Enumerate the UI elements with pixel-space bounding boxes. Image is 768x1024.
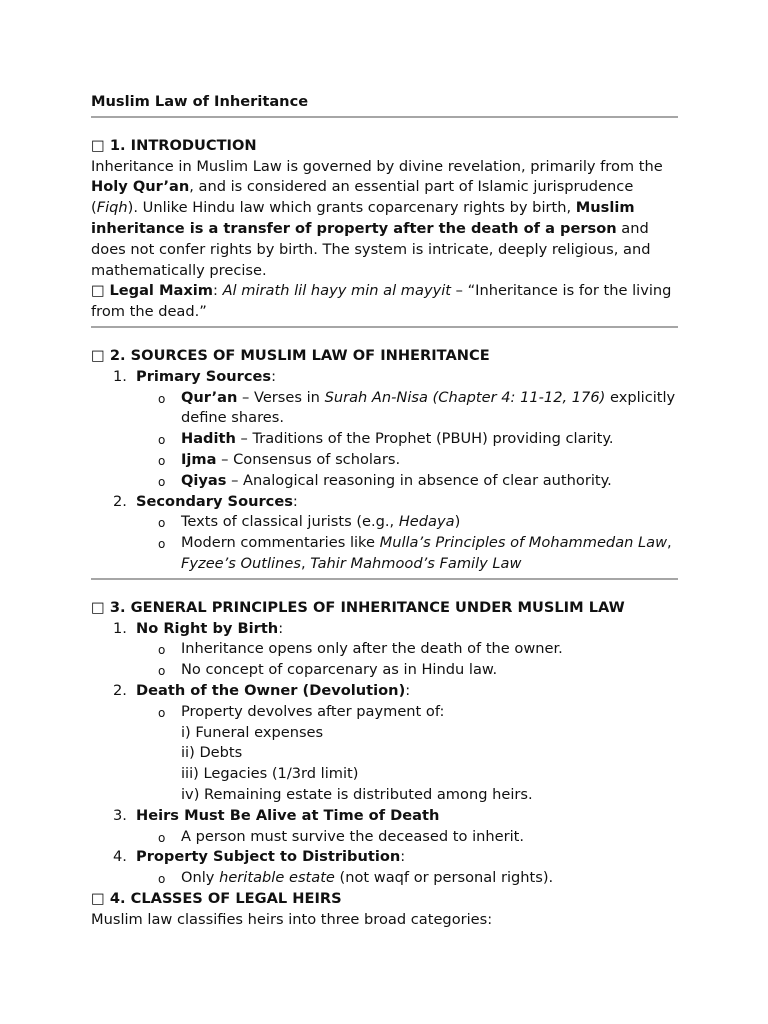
list-item: 1. No Right by Birth: o Inheritance opens only after the death of the owner. o No concept of coparcenary as in Hindu law. [91,619,678,681]
section-3-heading [91,598,678,619]
section-2-title: 2. SOURCES OF MUSLIM LAW OF INHERITANCE [109,346,490,364]
divider [91,326,678,328]
secondary-sources-list [136,512,678,574]
section-1-heading [91,136,678,157]
list-item: o A person must survive the deceased to inherit. [158,827,525,845]
list-item: o Ijma – Consensus of scholars. [158,450,401,468]
sources-list [91,367,678,575]
list-item: o Modern commentaries like Mulla’s Principles of Mohammedan Law, Fyzee’s Outlines, Tahir Mahmood’s Family Law [158,534,672,572]
intro-paragraph: Inheritance in Muslim Law is governed by divine revelation, primarily from the Holy Qur’an, and is considered an essential part of Islamic jurisprudence (Fiqh). Unlike Hindu law which grants coparcenary rights by birth, Muslim inheritance is a transfer of property after the death of a person and does not confer rights by birth. The system is intricate, deeply religious, and mathematically precise. [91,157,663,279]
list-item: 2. Death of the Owner (Devolution): o Property devolves after payment of: i) Funeral expenses ii) Debts iii) Legacies (1/3rd limit) iv) Remaining estate is distributed among heirs. [91,681,678,806]
divider [91,116,678,118]
list-item: 1. Primary Sources: o Qur’an – Verses in Surah An-Nisa (Chapter 4: 11-12, 176) explicitly define shares. o Hadith – Traditions of the Prophet (PBUH) providing clarity. o Ijma – Consensus of scholars. o Qiyas – Analogical reasoning in absence of clear authority. [91,367,678,492]
section-4-title: 4. CLASSES OF LEGAL HEIRS [109,889,342,907]
list-item: o Property devolves after payment of: i) Funeral expenses ii) Debts iii) Legacies (1/3rd limit) iv) Remaining estate is distributed among heirs. [158,702,533,803]
checkbox-icon: □ [91,282,105,300]
checkbox-icon: □ [91,346,105,364]
document-page [91,92,678,930]
section-2-heading [91,346,678,367]
checkbox-icon: □ [91,136,105,154]
principles-list [91,619,678,889]
heirs-intro-paragraph: Muslim law classifies heirs into three broad categories: [91,910,493,928]
section-1-title: 1. INTRODUCTION [109,136,257,154]
list-item: o Qur’an – Verses in Surah An-Nisa (Chapter 4: 11-12, 176) explicitly define shares. [158,388,676,427]
list-item: o No concept of coparcenary as in Hindu law. [158,661,498,679]
section-4-heading [91,889,678,910]
section-3-title: 3. GENERAL PRINCIPLES OF INHERITANCE UNDER MUSLIM LAW [109,598,625,616]
document-title: Muslim Law of Inheritance [91,93,309,110]
list-item: 4. Property Subject to Distribution: o Only heritable estate (not waqf or personal rights). [91,847,678,889]
list-item: 3. Heirs Must Be Alive at Time of Death o A person must survive the deceased to inherit. [91,806,678,848]
checkbox-icon: □ [91,598,105,616]
list-item: o Inheritance opens only after the death of the owner. [158,640,563,658]
primary-sources-list [136,388,678,492]
list-item: o Texts of classical jurists (e.g., Hedaya) [158,513,461,531]
divider [91,578,678,580]
list-item: o Qiyas – Analogical reasoning in absence of clear authority. [158,471,612,489]
list-item: o Hadith – Traditions of the Prophet (PBUH) providing clarity. [158,430,614,448]
list-item: 2. Secondary Sources: o Texts of classical jurists (e.g., Hedaya) o Modern commentaries like Mulla’s Principles of Mohammedan Law, Fyzee’s Outlines, Tahir Mahmood’s Family Law [91,492,678,575]
checkbox-icon: □ [91,889,105,907]
legal-maxim: □ Legal Maxim: Al mirath lil hayy min al mayyit – “Inheritance is for the living from the dead.” [91,282,672,321]
list-item: o Only heritable estate (not waqf or personal rights). [158,869,554,887]
